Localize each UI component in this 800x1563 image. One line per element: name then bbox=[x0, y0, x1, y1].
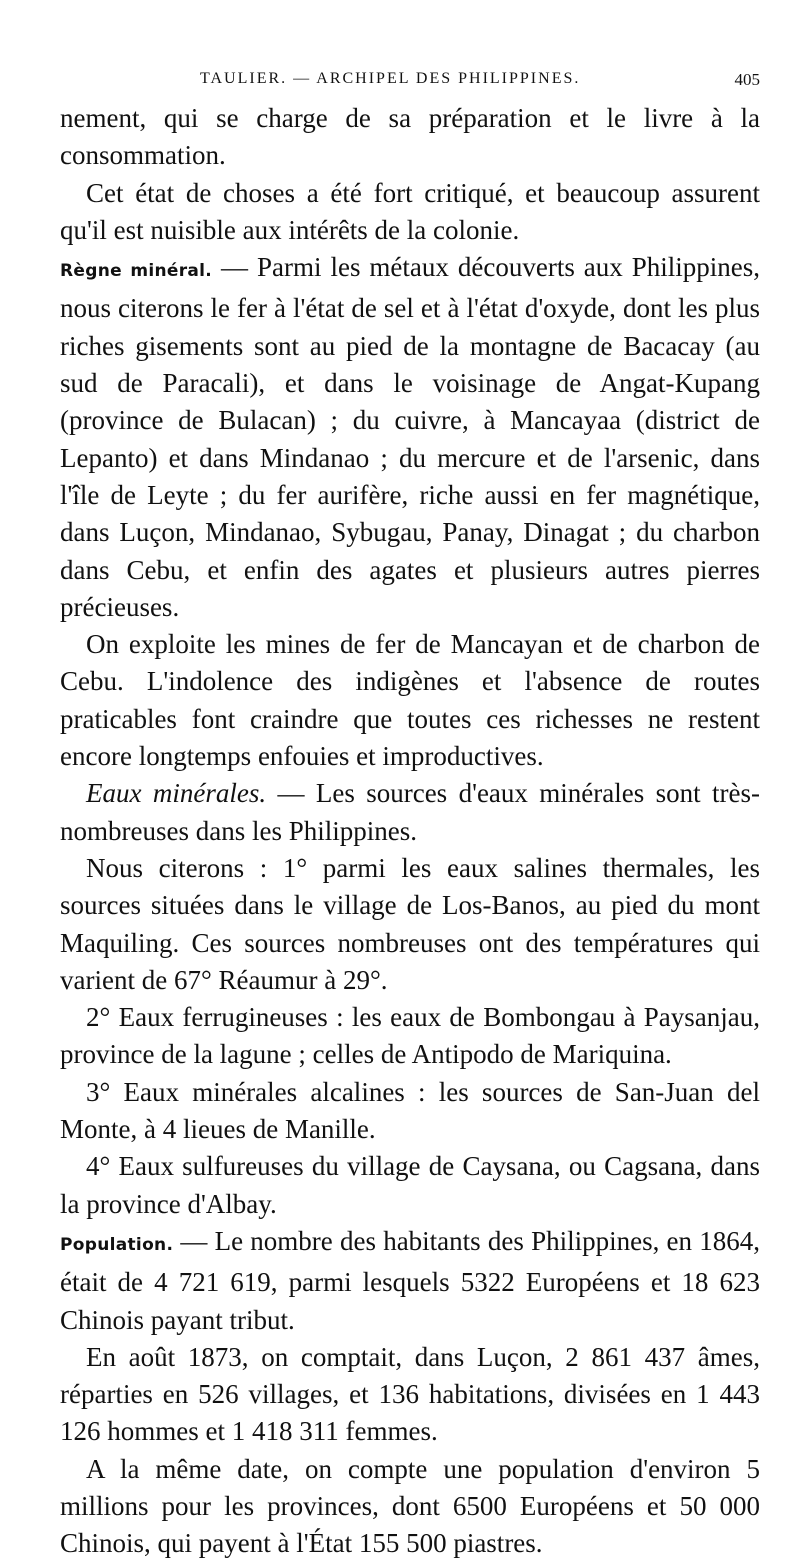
paragraph-text: A la même date, on compte une population d'environ 5 millions pour les provinces, dont 6500 Européens et 50 000 Chinois, qui payent à l'État 155 500 piastres. bbox=[60, 1453, 760, 1559]
running-title: TAULIER. — ARCHIPEL DES PHILIPPINES. bbox=[200, 70, 581, 87]
paragraph-text: nement, qui se charge de sa préparation et le livre à la consommation. bbox=[60, 103, 760, 171]
paragraph-text: 4° Eaux sulfureuses du village de Caysana, ou Cagsana, dans la province d'Albay. bbox=[60, 1151, 760, 1219]
paragraph-text: 3° Eaux minérales alcalines : les sources de San-Juan del Monte, à 4 lieues de Manille. bbox=[60, 1076, 760, 1145]
paragraph-4 bbox=[60, 626, 760, 775]
paragraph-7 bbox=[60, 999, 760, 1074]
paragraph-8 bbox=[60, 1074, 760, 1149]
section-regne-mineral bbox=[60, 249, 760, 626]
paragraph-text: 2° Eaux ferrugineuses : les eaux de Bombongau à Paysanjau, province de la lagune ; celles de Antipodo de Mariquina. bbox=[60, 1002, 760, 1070]
paragraph-11 bbox=[60, 1339, 760, 1451]
section-heading: Population. bbox=[60, 1234, 174, 1255]
page-number: 405 bbox=[734, 70, 760, 89]
paragraph-text: En août 1873, on comptait, dans Luçon, 2 861 437 âmes, réparties en 526 villages, et 136 habitations, divisées en 1 443 126 hommes et 1 418 311 femmes. bbox=[60, 1341, 760, 1447]
paragraph-2 bbox=[60, 175, 760, 250]
book-page bbox=[60, 70, 760, 1563]
paragraph-text: — Parmi les métaux découverts aux Philippines, nous citerons le fer à l'état de sel et à l'état d'oxyde, dont les plus riches gisements sont au pied de la montagne de Bacacay (au sud de Paracali), et dans le voisinage de Angat-Kupang (province de Bulacan) ; du cuivre, à Mancayaa (district de Lepanto) et dans Mindanao ; du mercure et de l'arsenic, dans l'île de Leyte ; du fer aurifère, riche aussi en fer magnétique, dans Luçon, Mindanao, Sybugau, Panay, Dinagat ; du charbon dans Cebu, et enfin des agates et plusieurs autres pierres précieuses. bbox=[60, 252, 761, 622]
paragraph-text: Cet état de choses a été fort critiqué, et beaucoup assurent qu'il est nuisible aux intérêts de la colonie. bbox=[60, 177, 760, 245]
paragraph-text: — Les sources d'eaux minérales sont très-nombreuses dans les Philippines. bbox=[60, 778, 760, 846]
section-heading: Règne minéral. bbox=[60, 261, 213, 282]
paragraph-6 bbox=[60, 850, 760, 999]
paragraph-text: — Le nombre des habitants des Philippines, en 1864, était de 4 721 619, parmi lesquels 5322 Européens et 18 623 Chinois payant tribut. bbox=[60, 1225, 760, 1335]
paragraph-12 bbox=[60, 1451, 760, 1563]
paragraph-text: On exploite les mines de fer de Mancayan et de charbon de Cebu. L'indolence des indigènes et l'absence de routes praticables font craindre que toutes ces richesses ne restent encore longtemps enfouies et improductives. bbox=[60, 629, 760, 772]
paragraph-9 bbox=[60, 1148, 760, 1223]
section-heading: Eaux minérales. bbox=[86, 778, 267, 809]
section-population bbox=[60, 1223, 760, 1339]
running-header bbox=[60, 70, 760, 100]
paragraph-1 bbox=[60, 100, 760, 175]
paragraph-text: Nous citerons : 1° parmi les eaux salines thermales, les sources situées dans le village de Los-Banos, au pied du mont Maquiling. Ces sources nombreuses ont des températures qui varient de 67° Réaumur à 29°. bbox=[60, 852, 760, 995]
section-eaux-minerales bbox=[60, 775, 760, 850]
